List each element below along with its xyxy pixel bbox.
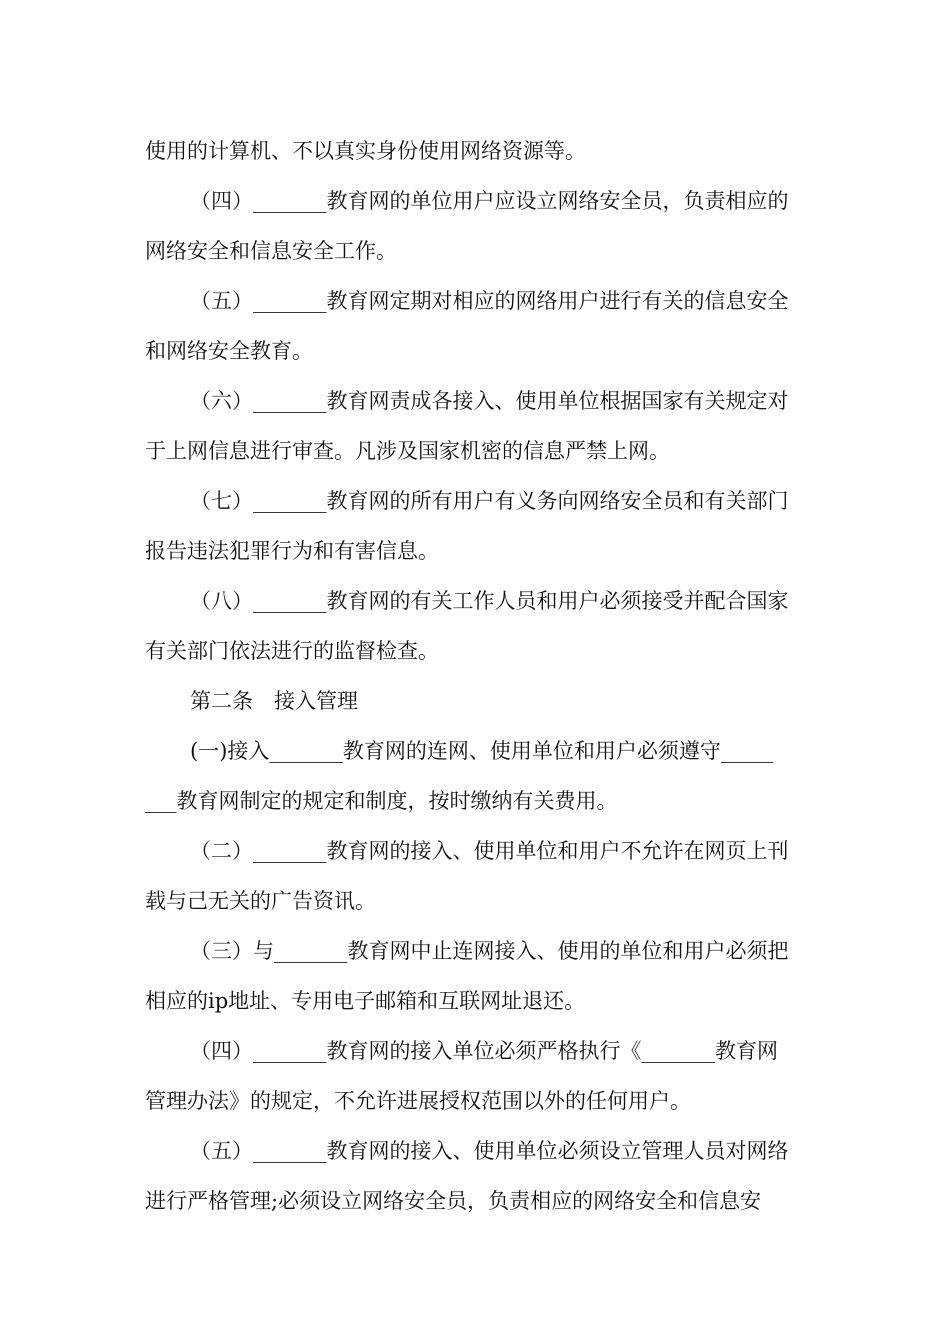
text-line: 有关部门依法进行的监督检查。 xyxy=(145,639,439,663)
text-line: 报告违法犯罪行为和有害信息。 xyxy=(145,539,439,563)
text-line: （五）_______教育网的接入、使用单位必须设立管理人员对网络 xyxy=(190,1139,789,1163)
text-line: 相应的ip地址、专用电子邮箱和互联网址退还。 xyxy=(145,989,586,1013)
text-line: 和网络安全教育。 xyxy=(145,339,313,363)
text-line: (一)接入_______教育网的连网、使用单位和用户必须遵守_____ xyxy=(190,739,774,763)
text-line: （六）_______教育网责成各接入、使用单位根据国家有关规定对 xyxy=(190,389,789,413)
text-line: 使用的计算机、不以真实身份使用网络资源等。 xyxy=(145,139,586,163)
text-line: 载与己无关的广告资讯。 xyxy=(145,889,376,913)
text-line: （四）_______教育网的单位用户应设立网络安全员，负责相应的 xyxy=(190,189,789,213)
text-line: （四）_______教育网的接入单位必须严格执行《_______教育网 xyxy=(190,1039,778,1063)
text-line: （五）_______教育网定期对相应的网络用户进行有关的信息安全 xyxy=(190,289,789,313)
text-line: ___教育网制定的规定和制度，按时缴纳有关费用。 xyxy=(145,789,618,813)
text-line: 于上网信息进行审查。凡涉及国家机密的信息严禁上网。 xyxy=(145,439,670,463)
text-line: 管理办法》的规定，不允许进展授权范围以外的任何用户。 xyxy=(145,1089,691,1113)
text-line: （八）_______教育网的有关工作人员和用户必须接受并配合国家 xyxy=(190,589,789,613)
text-line: （七）_______教育网的所有用户有义务向网络安全员和有关部门 xyxy=(190,489,789,513)
section-heading: 第二条 接入管理 xyxy=(190,689,358,713)
text-line: （三）与_______教育网中止连网接入、使用的单位和用户必须把 xyxy=(190,939,789,963)
text-line: 网络安全和信息安全工作。 xyxy=(145,239,397,263)
text-line: （二）_______教育网的接入、使用单位和用户不允许在网页上刊 xyxy=(190,839,789,863)
text-line: 进行严格管理;必须设立网络安全员，负责相应的网络安全和信息安 xyxy=(145,1189,762,1213)
